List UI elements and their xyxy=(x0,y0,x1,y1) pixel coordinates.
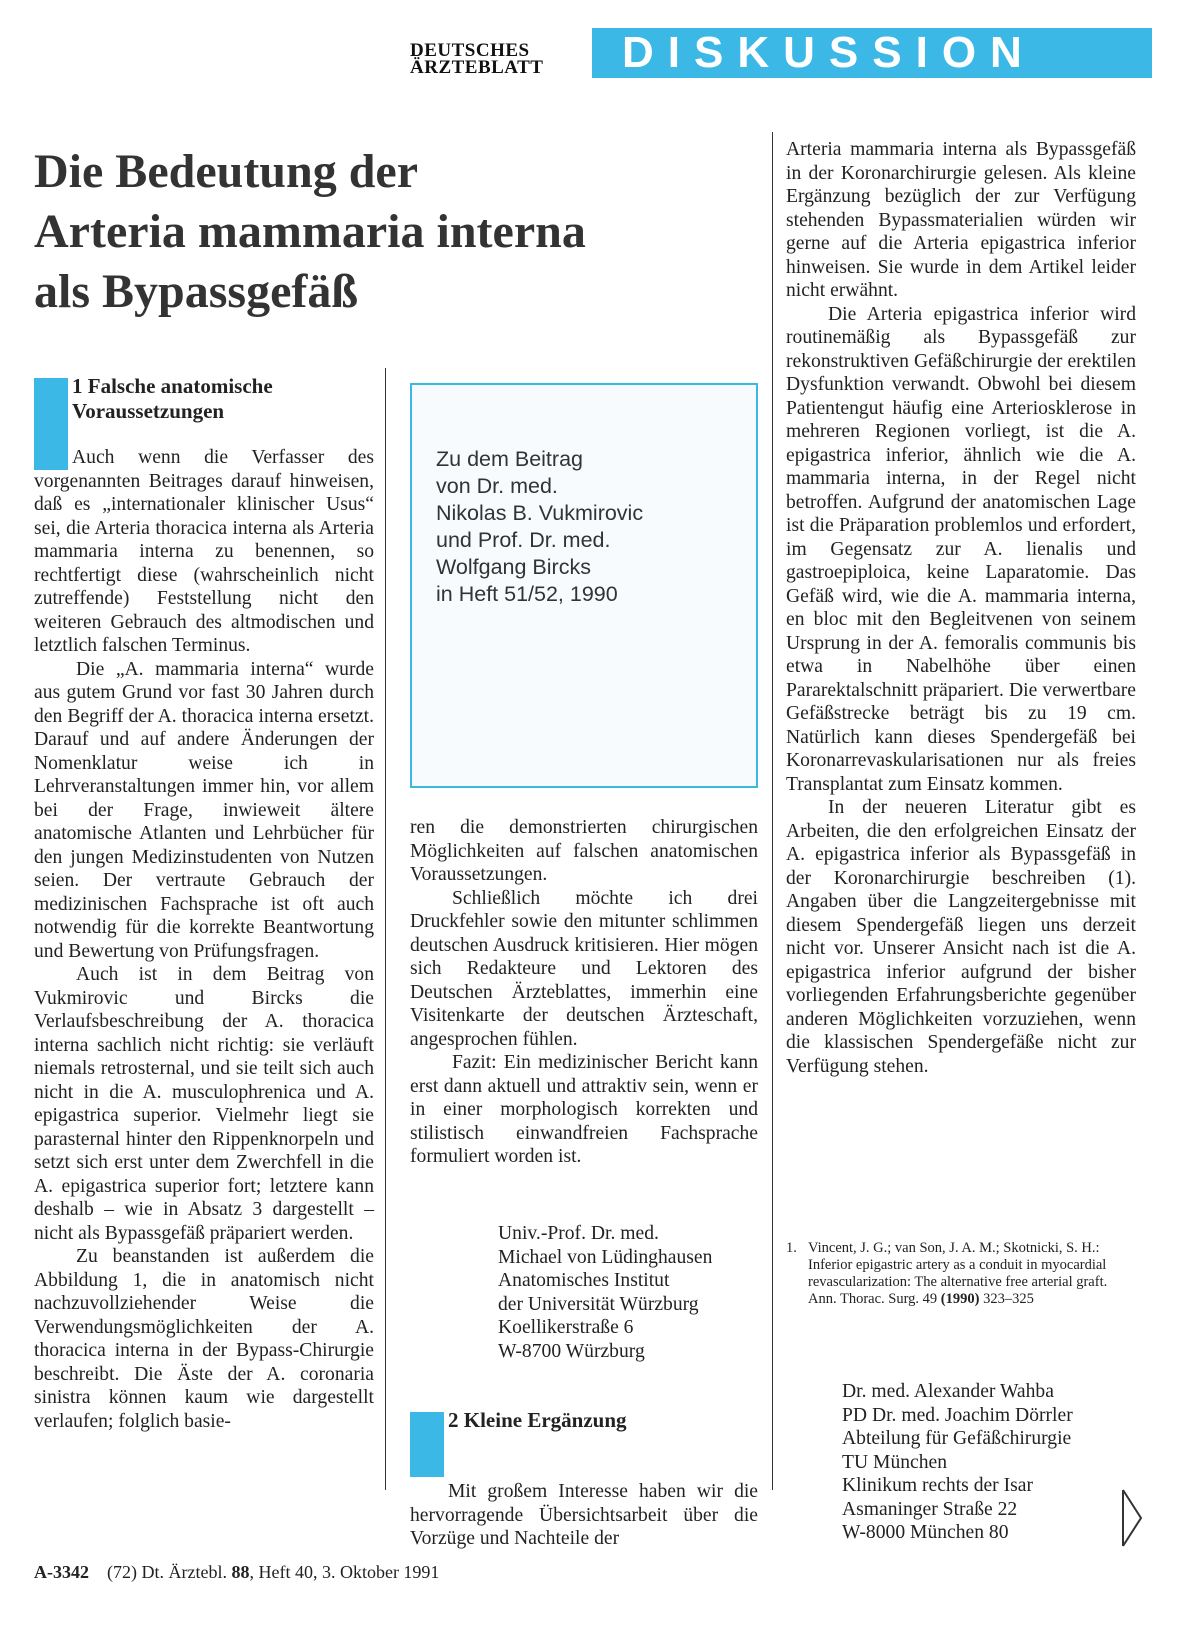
paragraph: Arteria mammaria interna als Bypassgefäß in der Koronarchirurgie gelesen. Als kleine Ergänzung bezüglich der zur Verfügung stehenden Bypassmaterialien würden wir gerne auf die Arteria epigastrica inferior hinweisen. Sie wurde in dem Artikel leider nicht erwähnt. xyxy=(786,139,1136,301)
page-number: A-3342 xyxy=(34,1562,89,1582)
footnote-year: (1990) xyxy=(940,1291,980,1307)
paragraph: Die Arteria epigastrica inferior wird routinemäßig als Bypassgefäß zur rekonstruktiven Gefäßchirurgie der erektilen Dysfunktion verwandt. Obwohl bei diesem Patientengut häufig eine Arteriosklerose in mehreren Regionen vorliegt, ist die A. epigastrica inferior, ähnlich wie die A. mammaria interna, in der Regel nicht betroffen. Aufgrund der anatomischen Lage ist die Präparation problemlos und erfordert, im Gegensatz zur A. lienalis und gastroepiploica, keine Laparatomie. Das Gefäß wird, wie die A. mammaria interna, en bloc mit den Begleitvenen von seinem Ursprung in der A. femoralis communis bis etwa in Nabelhöhe über einen Pararektalschnitt präpariert. Die verwertbare Gefäßstrecke beträgt bis zu 19 cm. Natürlich kann dieses Spendergefäß bei Koronarrevaskularisationen nur als freies Transplantat zum Einsatz kommen. xyxy=(786,303,1136,795)
author-signature-2 xyxy=(842,1380,1142,1545)
paragraph: Zu beanstanden ist außerdem die Abbildung 1, die in anatomisch nicht nachzuvollziehender Weise die Verwendungsmöglichkeiten der A. thoracica interna in der Bypass-Chirurgie beschreibt. Die Äste der A. coronaria sinistra können kaum wie dargestellt verlaufen; folglich basie- xyxy=(34,1246,374,1432)
column-3-text xyxy=(786,138,1136,1078)
section-2-heading xyxy=(448,1408,748,1433)
journal-logo xyxy=(410,42,580,76)
section-banner: DISKUSSION xyxy=(592,28,1152,78)
section-1-heading xyxy=(72,374,372,424)
section-1-heading-line-2: Voraussetzungen xyxy=(72,399,225,423)
signature-line: Abteilung für Gefäßchirurgie xyxy=(842,1428,1072,1449)
signature-line: PD Dr. med. Joachim Dörrler xyxy=(842,1404,1073,1426)
signature-line: Univ.-Prof. Dr. med. xyxy=(498,1223,659,1244)
signature-line: Michael von Lüdinghausen xyxy=(498,1246,713,1268)
signature-line: Asmaninger Straße 22 xyxy=(842,1498,1018,1520)
footnote-text: Vincent, J. G.; van Son, J. A. M.; Skotnicki, S. H.: Inferior epigastric artery as a conduit in myocardial revascularization: The alternative free arterial graft. Ann. Thorac. Surg. 49 xyxy=(808,1240,1108,1307)
footnote-body xyxy=(808,1240,1136,1308)
article-title xyxy=(34,142,734,322)
signature-line: der Universität Würzburg xyxy=(498,1293,699,1315)
section-1-number: 1 xyxy=(72,374,83,398)
title-line-2: Arteria mammaria interna xyxy=(34,205,586,258)
reference-line: in Heft 51/52, 1990 xyxy=(436,582,618,606)
page-footer xyxy=(34,1562,439,1583)
title-line-3: als Bypassgefäß xyxy=(34,265,359,318)
paragraph: Fazit: Ein medizinischer Bericht kann erst dann aktuell und attraktiv sein, wenn er in einer morphologisch korrekten und stilistisch einwandfreien Fachsprache formuliert worden ist. xyxy=(410,1052,758,1167)
paragraph: Schließlich möchte ich drei Druckfehler sowie den mitunter schlimmen deutschen Ausdruck kritisieren. Hier mögen sich Redakteure und Lektoren des Deutschen Ärzteblattes, immerhin eine Visitenkarte der deutschen Ärzteschaft, angesprochen fühlen. xyxy=(410,887,758,1050)
footer-volume: 88 xyxy=(231,1562,250,1582)
section-2-heading-text: Kleine Ergänzung xyxy=(463,1408,627,1432)
footnote-pages: 323–325 xyxy=(983,1291,1034,1307)
reference-box-text xyxy=(436,446,746,608)
continue-arrow-icon xyxy=(1120,1488,1144,1548)
signature-line: W-8000 München 80 xyxy=(842,1522,1009,1543)
section-2-marker xyxy=(410,1412,444,1477)
paragraph: Die „A. mammaria interna“ wurde aus gutem Grund vor fast 30 Jahren durch den Begriff der A. thoracica interna ersetzt. Darauf und auf andere Änderungen der Nomenklatur weise ich in Lehrveranstaltungen immer hin, vor allem bei der Frage, inwieweit ältere anatomische Atlanten und Lehrbücher für den jungen Medizinstudenten von Nutzen seien. Der vertraute Gebrauch der medizinischen Fachsprache ist oft auch notwendig für die korrekte Beantwortung und Bewertung von Prüfungsfragen. xyxy=(34,658,374,962)
footer-journal: (72) Dt. Ärztebl. xyxy=(107,1562,227,1582)
title-line-1: Die Bedeutung der xyxy=(34,145,418,198)
reference-line: und Prof. Dr. med. xyxy=(436,528,611,552)
reference-line: Nikolas B. Vukmirovic xyxy=(436,501,644,525)
signature-line: TU München xyxy=(842,1451,948,1473)
section-2-number: 2 xyxy=(448,1408,459,1432)
signature-line: Anatomisches Institut xyxy=(498,1270,670,1291)
signature-line: W-8700 Würzburg xyxy=(498,1340,645,1362)
paragraph: Auch wenn die Verfasser des vorgenannten Beitrages darauf hinweisen, daß es „internationaler klinischer Usus“ sei, die Arteria thoracica interna als Arteria mammaria interna zu benennen, so rechtfertigt diese (wahrscheinlich nicht zutreffende) Feststellung nicht den weiteren Gebrauch des altmodischen und letztlich falschen Terminus. xyxy=(34,447,374,656)
author-signature-1 xyxy=(498,1222,758,1363)
reference-line: Wolfgang Bircks xyxy=(436,555,591,579)
reference-line: von Dr. med. xyxy=(436,474,558,498)
paragraph: In der neueren Literatur gibt es Arbeiten, die den erfolgreichen Einsatz der A. epigastrica inferior als Bypassgefäß in der Koronarchirurgie beschreiben (1). Angaben über die Langzeitergebnisse mit diesem Spendergefäß liegen uns derzeit nicht vor. Unserer Ansicht nach ist die A. epigastrica inferior aufgrund der bisher vorliegenden Erfahrungsberichte gegenüber anderen Möglichkeiten vorzuziehen, wenn die klassischen Spendergefäße nicht zur Verfügung stehen. xyxy=(786,797,1136,1077)
column-rule-2 xyxy=(772,132,773,1490)
section-2-start-text xyxy=(410,1480,758,1551)
column-2-text xyxy=(410,816,758,1169)
footnote-number: 1. xyxy=(786,1240,797,1256)
logo-line-2: ÄRZTEBLATT xyxy=(410,57,544,78)
footnote xyxy=(786,1240,1136,1308)
paragraph: ren die demonstrierten chirurgischen Möglichkeiten auf falschen anatomischen Voraussetzungen. xyxy=(410,817,758,885)
footer-issue: , Heft 40, 3. Oktober 1991 xyxy=(249,1562,440,1582)
signature-line: Klinikum rechts der Isar xyxy=(842,1475,1033,1496)
paragraph: Mit großem Interesse haben wir die hervorragende Übersichtsarbeit über die Vorzüge und Nachteile der xyxy=(410,1481,758,1549)
paragraph: Auch ist in dem Beitrag von Vukmirovic und Bircks die Verlaufsbeschreibung der A. thoracica interna sachlich nicht richtig: sie verläuft niemals retrosternal, und sie teilt sich auch nicht in die A. musculophrenica und A. epigastrica superior. Vielmehr liegt sie parasternal hinter den Rippenknorpeln und setzt sich erst unter dem Zwerchfell in die A. epigastrica superior fort; letztere kann deshalb – wie in Absatz 3 dargestellt – nicht als Bypassgefäß präpariert werden. xyxy=(34,964,374,1244)
reference-line: Zu dem Beitrag xyxy=(436,447,583,471)
column-1-text xyxy=(34,446,374,1433)
column-rule-1 xyxy=(385,368,386,1490)
signature-line: Dr. med. Alexander Wahba xyxy=(842,1381,1054,1402)
logo-line-1: DEUTSCHES xyxy=(410,40,530,61)
section-1-heading-line-1: Falsche anatomische xyxy=(87,374,273,398)
signature-line: Koellikerstraße 6 xyxy=(498,1317,634,1338)
